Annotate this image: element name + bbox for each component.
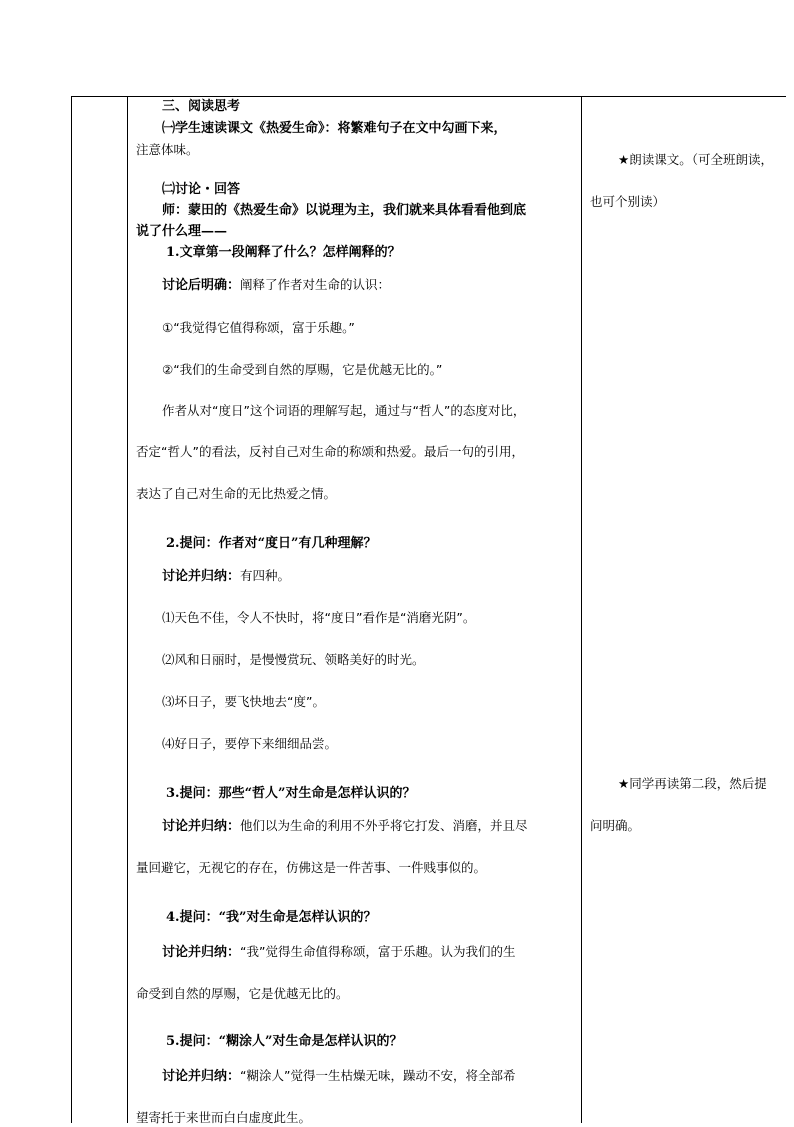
table-left-border bbox=[71, 96, 72, 1123]
question-4: 4.提问：“我”对生命是怎样认识的？ bbox=[166, 910, 377, 925]
answer-2-item-1: ⑴天色不佳，令人不快时，将“度日”看作是“消磨光阴”。 bbox=[162, 610, 476, 625]
answer-2 bbox=[162, 567, 290, 586]
answer-5 bbox=[162, 1067, 515, 1086]
answer-1 bbox=[162, 276, 390, 295]
answer-1-paragraph-line2: 否定“哲人”的看法，反衬自己对生命的称颂和热爱。最后一句的引用， bbox=[136, 444, 524, 459]
note-1-line2: 也可个别读） bbox=[590, 194, 666, 209]
section-heading: 三、阅读思考 bbox=[162, 99, 241, 114]
answer-4-label: 讨论并归纳： bbox=[162, 945, 241, 960]
answer-5-text: “糊涂人”觉得一生枯燥无味，躁动不安，将全部希 bbox=[240, 1068, 516, 1083]
answer-3 bbox=[162, 817, 528, 836]
answer-1-text: 阐释了作者对生命的认识： bbox=[240, 277, 391, 292]
question-1: 1.文章第一段阐释了什么？怎样阐释的？ bbox=[166, 245, 401, 260]
answer-1-paragraph-line1: 作者从对“度日”这个词语的理解写起，通过与“哲人”的态度对比， bbox=[162, 403, 526, 418]
answer-5-label: 讨论并归纳： bbox=[162, 1069, 241, 1084]
answer-4-text: “我”觉得生命值得称颂，富于乐趣。认为我们的生 bbox=[240, 944, 516, 959]
table-column-divider-2 bbox=[581, 96, 582, 1123]
answer-1-label: 讨论后明确： bbox=[162, 278, 241, 293]
answer-4 bbox=[162, 943, 515, 962]
answer-1-point-1: ①“我觉得它值得称颂，富于乐趣。” bbox=[162, 320, 355, 335]
answer-2-text: 有四种。 bbox=[240, 568, 291, 583]
answer-2-item-4: ⑷好日子，要停下来细细品尝。 bbox=[162, 736, 338, 751]
part1-instruction-line2: 注意体味。 bbox=[136, 142, 199, 157]
answer-1-paragraph-line3: 表达了自己对生命的无比热爱之情。 bbox=[136, 486, 337, 501]
part1-instruction-line1: ㈠学生速读课文《热爱生命》：将繁难句子在文中勾画下来， bbox=[162, 121, 507, 136]
answer-1-point-2: ②“我们的生命受到自然的厚赐，它是优越无比的。” bbox=[162, 362, 443, 377]
question-5: 5.提问：“糊涂人”对生命是怎样认识的？ bbox=[166, 1034, 403, 1049]
table-column-divider-1 bbox=[127, 96, 128, 1123]
answer-5-line2: 望寄托于来世而白白虚度此生。 bbox=[136, 1110, 312, 1125]
answer-2-label: 讨论并归纳： bbox=[162, 569, 241, 584]
part2-heading: ㈡讨论・回答 bbox=[162, 182, 241, 197]
answer-3-line2: 量回避它，无视它的存在，仿佛这是一件苦事、一件贱事似的。 bbox=[136, 860, 487, 875]
question-3: 3.提问：那些“哲人”对生命是怎样认识的？ bbox=[166, 786, 416, 801]
answer-2-item-2: ⑵风和日丽时，是慢慢赏玩、领略美好的时光。 bbox=[162, 652, 425, 667]
answer-2-item-3: ⑶坏日子，要飞快地去“度”。 bbox=[162, 694, 325, 709]
question-2: 2.提问：作者对“度日”有几种理解？ bbox=[166, 536, 377, 551]
teacher-intro-line1: 师：蒙田的《热爱生命》以说理为主，我们就来具体看看他到底 bbox=[162, 203, 527, 218]
answer-4-line2: 命受到自然的厚赐，它是优越无比的。 bbox=[136, 986, 349, 1001]
answer-3-text: 他们以为生命的利用不外乎将它打发、消磨，并且尽 bbox=[240, 818, 528, 833]
note-2-line1: ★同学再读第二段，然后提 bbox=[618, 776, 767, 791]
table-top-border bbox=[71, 96, 786, 97]
teacher-intro-line2: 说了什么理—— bbox=[136, 224, 228, 239]
answer-3-label: 讨论并归纳： bbox=[162, 819, 241, 834]
note-1-line1: ★朗读课文。（可全班朗读， bbox=[618, 152, 773, 167]
note-2-line2: 问明确。 bbox=[590, 818, 641, 833]
